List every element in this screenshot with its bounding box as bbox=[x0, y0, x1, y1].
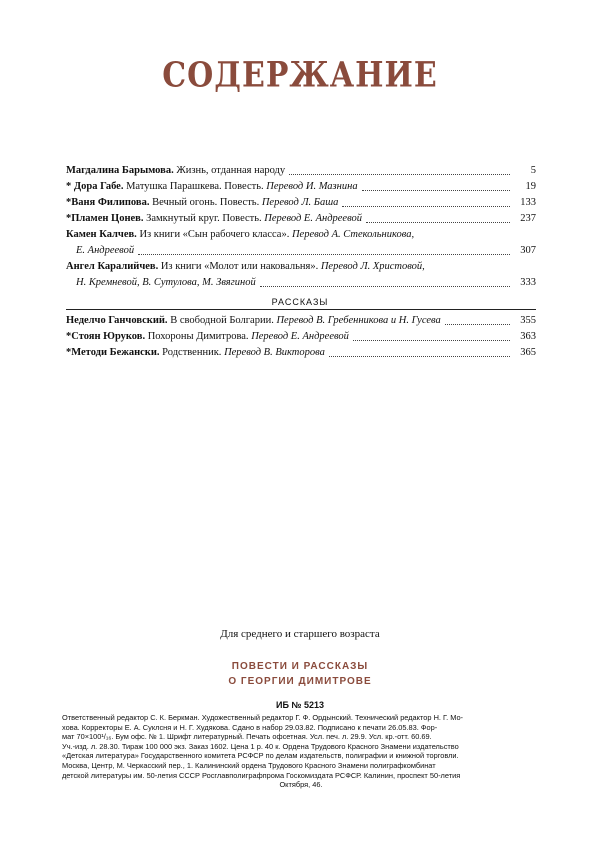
page-number: 5 bbox=[530, 165, 536, 176]
imprint-line: мат 70×100¹/₁₆. Бум офс. № 1. Шрифт литературный. Печать офсетная. Усл. печ. л. 29.9. Усл. кр.-отт. 60.69. bbox=[62, 732, 432, 742]
imprint-line: Уч.-изд. л. 28.30. Тираж 100 000 экз. Заказ 1602. Цена 1 р. 40 к. Ордена Трудового Красного Знамени издательство bbox=[62, 741, 459, 751]
page-number: 363 bbox=[520, 331, 536, 342]
toc-entry: *Методи Бежански. Родственник. Перевод В. Викторова 365 bbox=[66, 345, 536, 361]
imprint-block bbox=[62, 713, 540, 790]
page-title: СОДЕРЖАНИЕ bbox=[162, 55, 438, 96]
toc-entry: *Ваня Филипова. Вечный огонь. Повесть. Перевод Л. Баша 133 bbox=[66, 195, 536, 211]
imprint-line: Москва, Центр, М. Черкасский пер., 1. Калининский ордена Трудового Красного Знамени полиграфкомбинат bbox=[62, 760, 436, 770]
book-title-line: О ГЕОРГИИ ДИМИТРОВЕ bbox=[228, 676, 372, 687]
ib-number: ИБ № 5213 bbox=[276, 700, 324, 710]
toc-entry-continuation: Е. Андреевой 307 bbox=[66, 243, 536, 259]
toc-entry: * Дора Габе. Матушка Парашкева. Повесть. Перевод И. Мазнина 19 bbox=[66, 179, 536, 195]
toc-entry: Ангел Каралийчев. Из книги «Молот или наковальня». Перевод Л. Христовой, bbox=[66, 261, 425, 272]
imprint-line: детской литературы им. 50-летия СССР Росглавполиграфпрома Госкомиздата РСФСР. Калинин, проспект 50-летия bbox=[62, 770, 461, 780]
toc-entry: *Стоян Юруков. Похороны Димитрова. Перевод Е. Андреевой 363 bbox=[66, 329, 536, 345]
section-heading: РАССКАЗЫ bbox=[271, 297, 329, 307]
toc-entry: Магдалина Барымова. Жизнь, отданная народу 5 bbox=[66, 163, 536, 179]
page-number: 307 bbox=[520, 245, 536, 256]
divider bbox=[66, 309, 536, 310]
page-number: 365 bbox=[520, 347, 536, 358]
imprint-line: Октября, 46. bbox=[279, 780, 323, 790]
page-number: 133 bbox=[520, 197, 536, 208]
imprint-line: «Детская литература» Государственного комитета РСФСР по делам издательств, полиграфии и книжной торговли. bbox=[62, 751, 459, 761]
page-number: 19 bbox=[525, 181, 536, 192]
stories-list bbox=[66, 313, 536, 361]
contents-list bbox=[66, 163, 536, 291]
toc-entry: Неделчо Ганчовский. В свободной Болгарии. Перевод В. Гребенникова и Н. Гусева 355 bbox=[66, 313, 536, 329]
toc-entry: *Пламен Цонев. Замкнутый круг. Повесть. Перевод Е. Андреевой 237 bbox=[66, 211, 536, 227]
toc-entry: Камен Калчев. Из книги «Сын рабочего класса». Перевод А. Стекольникова, bbox=[66, 229, 415, 240]
page-number: 237 bbox=[520, 213, 536, 224]
toc-entry-continuation: Н. Кремневой, В. Сутулова, М. Звягиной 333 bbox=[66, 275, 536, 291]
age-note: Для среднего и старшего возраста bbox=[220, 628, 380, 640]
page-number: 333 bbox=[520, 277, 536, 288]
book-title-line: ПОВЕСТИ И РАССКАЗЫ bbox=[231, 661, 369, 672]
book-title bbox=[0, 659, 600, 689]
page-number: 355 bbox=[520, 315, 536, 326]
imprint-line: хова. Корректоры Е. А. Суклсня и Н. Г. Худякова. Сдано в набор 29.03.82. Подписано к печати 26.05.83. Фор- bbox=[62, 722, 438, 732]
imprint-line: Ответственный редактор С. К. Беркман. Художественный редактор Г. Ф. Ордынский. Технический редактор Н. Г. Мо- bbox=[62, 713, 464, 722]
